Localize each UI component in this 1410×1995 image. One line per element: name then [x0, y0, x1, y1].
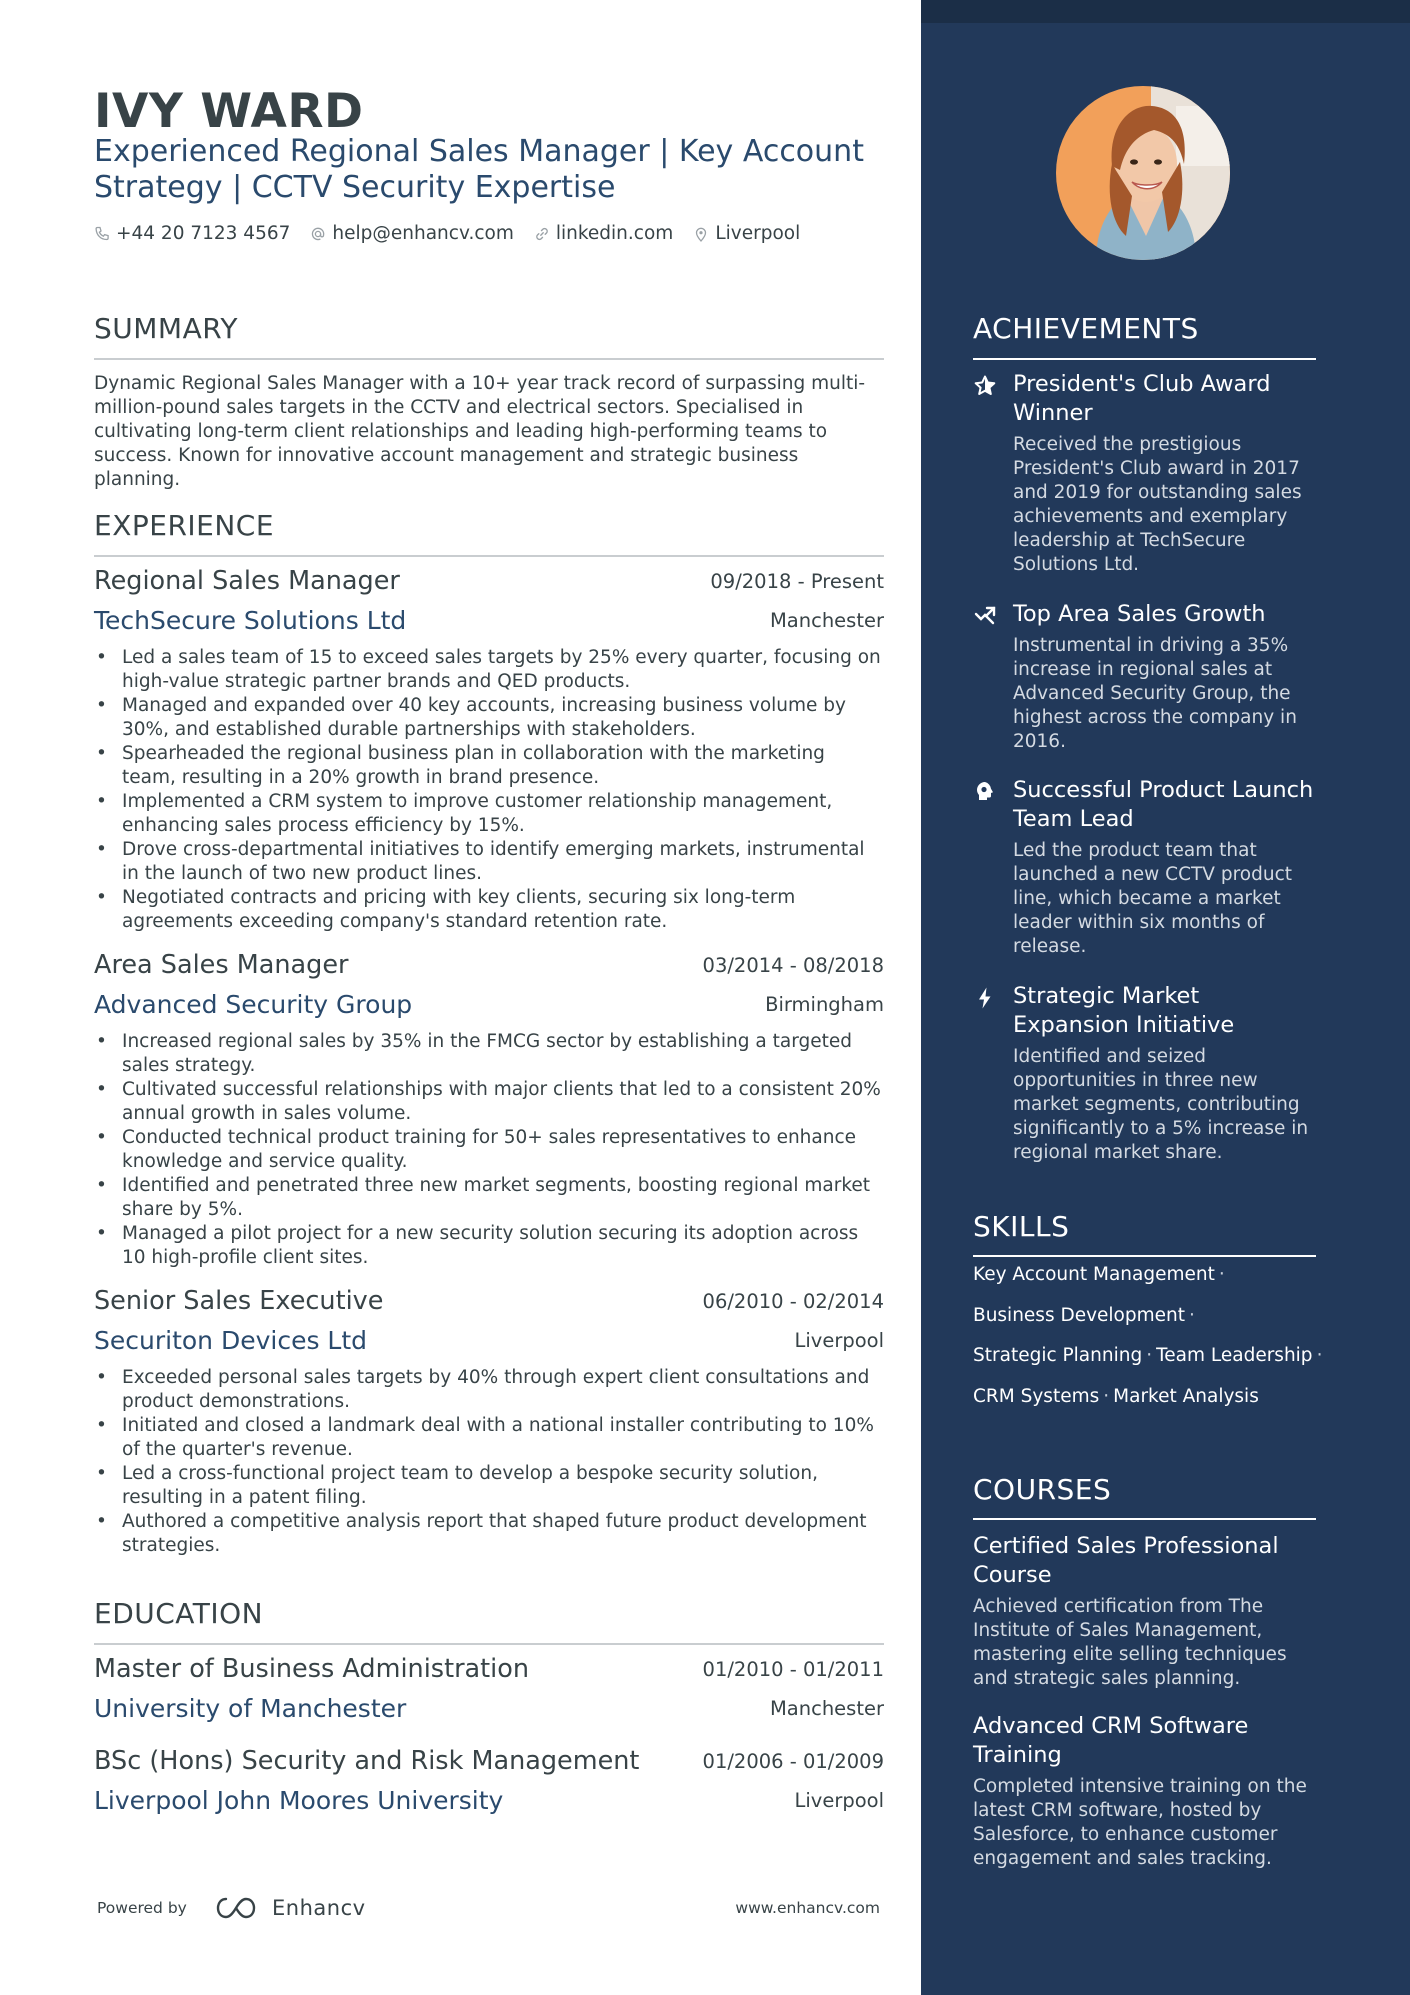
education-subheader [94, 1786, 884, 1826]
bullet-item: • Implemented a CRM system to improve customer relationship management, enhancing sales process efficiency by 15%. [94, 790, 884, 838]
profile-photo [1056, 86, 1230, 260]
skill-tag: Business Development [973, 1304, 1186, 1326]
skill-tag: CRM Systems [973, 1385, 1100, 1407]
course-title: Certified Sales Professional Course [973, 1533, 1279, 1588]
location-pin-icon [693, 226, 709, 242]
growth-arrow-icon [973, 604, 997, 628]
bullet-item: • Spearheaded the regional business plan in collaboration with the marketing team, resulting in a 20% growth in brand presence. [94, 742, 884, 790]
achievement-title: Strategic Market Expansion Initiative [1013, 983, 1235, 1038]
education-entry [94, 1746, 884, 1826]
contact-phone-text: +44 20 7123 4567 [116, 223, 291, 244]
education-location: Liverpool [794, 1789, 884, 1812]
sidebar [921, 0, 1410, 1995]
achievements-divider [973, 358, 1316, 360]
job-subheader [94, 990, 884, 1030]
link-icon [534, 226, 550, 242]
job-company: Advanced Security Group [94, 990, 413, 1019]
contact-location [693, 223, 800, 244]
job-header [94, 1286, 884, 1326]
education-header [94, 1654, 884, 1694]
skill-separator: · [1146, 1345, 1153, 1366]
education-date: 01/2006 - 01/2009 [702, 1750, 884, 1773]
candidate-headline: Experienced Regional Sales Manager | Key Account Strategy | CCTV Security Expertise [94, 134, 864, 205]
job-title: Senior Sales Executive [94, 1286, 384, 1316]
skill-line [973, 1345, 1333, 1386]
lightning-bolt-icon [973, 986, 997, 1010]
education-subheader [94, 1694, 884, 1734]
bullet-item: • Conducted technical product training for 50+ sales representatives to enhance knowledge and service quality. [94, 1126, 884, 1174]
education-divider [94, 1643, 884, 1645]
job-company: TechSecure Solutions Ltd [94, 606, 407, 635]
job-company: Securiton Devices Ltd [94, 1326, 368, 1355]
bullet-item: • Managed and expanded over 40 key accounts, increasing business volume by 30%, and established durable partnerships with stakeholders. [94, 694, 884, 742]
summary-divider [94, 358, 884, 360]
skill-line [973, 1264, 1333, 1305]
skill-tag: Strategic Planning [973, 1345, 1143, 1366]
achievement-desc: Instrumental in driving a 35% increase in regional sales at Advanced Security Group, the highest across the company in 2016. [1013, 635, 1297, 752]
job-bullets [94, 646, 884, 934]
contact-email[interactable] [310, 223, 513, 244]
skill-tag: Key Account Management [973, 1264, 1215, 1285]
job-bullets [94, 1030, 884, 1270]
education-date: 01/2010 - 01/2011 [702, 1658, 884, 1681]
education-degree: BSc (Hons) Security and Risk Management [94, 1746, 640, 1776]
course-item [973, 1712, 1316, 1871]
achievement-item [973, 370, 1316, 577]
education-location: Manchester [769, 1697, 884, 1720]
skill-separator: · [1316, 1345, 1323, 1366]
education-school: University of Manchester [94, 1694, 407, 1723]
skill-line [973, 1386, 1333, 1427]
avatar [1056, 86, 1230, 260]
education-school: Liverpool John Moores University [94, 1786, 504, 1815]
bullet-item: • Exceeded personal sales targets by 40% through expert client consultations and product demonstrations. [94, 1366, 884, 1414]
at-icon [310, 226, 326, 242]
contact-location-text: Liverpool [715, 223, 801, 244]
course-title: Advanced CRM Software Training [973, 1713, 1249, 1768]
course-desc: Achieved certification from The Institute of Sales Management, mastering elite selling techniques and strategic sales planning. [973, 1596, 1287, 1689]
bullet-item: • Drove cross-departmental initiatives to identify emerging markets, instrumental in the launch of two new product lines. [94, 838, 884, 886]
footer [94, 1895, 884, 1925]
achievement-desc: Received the prestigious President's Club award in 2017 and 2019 for outstanding sales achievements and exemplary leadership at TechSecure Solutions Ltd. [1013, 434, 1302, 575]
skill-line [973, 1305, 1333, 1346]
job-subheader [94, 606, 884, 646]
bullet-item: • Led a sales team of 15 to exceed sales targets by 25% every quarter, focusing on high-value strategic partner brands and QED products. [94, 646, 884, 694]
sidebar-top-band [921, 0, 1410, 23]
education-header [94, 1746, 884, 1786]
bullet-item: • Authored a competitive analysis report that shaped future product development strategies. [94, 1510, 884, 1558]
skill-separator: · [1218, 1264, 1225, 1285]
contact-linkedin-text: linkedin.com [555, 223, 674, 244]
summary-text: Dynamic Regional Sales Manager with a 10+ year track record of surpassing multi-million-pound sales targets in the CCTV and electrical sectors. Specialised in cultivating long-term client relationships and leading high-performing teams to success. Known for innovative account management and strategic business planning. [94, 373, 866, 490]
brand-name: Enhancv [272, 1896, 366, 1920]
job-title: Area Sales Manager [94, 950, 349, 980]
job-location: Manchester [769, 609, 884, 632]
job-header [94, 950, 884, 990]
lightbulb-head-icon [973, 780, 997, 804]
skills-title: SKILLS [973, 1210, 1070, 1243]
contact-bar [94, 223, 800, 244]
achievement-title: Top Area Sales Growth [1013, 601, 1266, 627]
powered-by-label: Powered by [97, 1899, 187, 1917]
job-date: 06/2010 - 02/2014 [702, 1290, 884, 1313]
achievement-title: President's Club Award Winner [1013, 371, 1271, 426]
job-header [94, 566, 884, 606]
job-subheader [94, 1326, 884, 1366]
phone-icon [94, 226, 110, 242]
contact-email-text: help@enhancv.com [332, 223, 514, 244]
bullet-item: • Led a cross-functional project team to develop a bespoke security solution, resulting in a patent filing. [94, 1462, 884, 1510]
education-degree: Master of Business Administration [94, 1654, 530, 1684]
achievement-item [973, 776, 1316, 959]
achievements-title: ACHIEVEMENTS [973, 312, 1199, 345]
achievement-item [973, 600, 1316, 754]
job-entry [94, 1286, 884, 1558]
summary-title: SUMMARY [94, 312, 239, 345]
bullet-item: • Initiated and closed a landmark deal with a national installer contributing to 10% of the quarter's revenue. [94, 1414, 884, 1462]
bullet-item: • Cultivated successful relationships with major clients that led to a consistent 20% annual growth in sales volume. [94, 1078, 884, 1126]
education-title: EDUCATION [94, 1597, 264, 1630]
contact-linkedin[interactable] [534, 223, 673, 244]
skill-tag: Market Analysis [1113, 1385, 1259, 1407]
job-entry [94, 566, 884, 934]
brand-logo[interactable] [216, 1895, 366, 1921]
website-link[interactable]: www.enhancv.com [735, 1899, 880, 1917]
skill-separator: · [1103, 1385, 1110, 1407]
job-date: 09/2018 - Present [710, 570, 884, 593]
experience-divider [94, 555, 884, 557]
skills-list [973, 1264, 1333, 1426]
achievement-desc: Led the product team that launched a new CCTV product line, which became a market leader within six months of release. [1013, 840, 1292, 957]
courses-title: COURSES [973, 1473, 1112, 1506]
job-location: Liverpool [794, 1329, 884, 1352]
bullet-item: • Managed a pilot project for a new security solution securing its adoption across 10 high-profile client sites. [94, 1222, 884, 1270]
job-entry [94, 950, 884, 1270]
education-entry [94, 1654, 884, 1734]
achievement-desc: Identified and seized opportunities in three new market segments, contributing significantly to a 5% increase in regional market share. [1013, 1046, 1309, 1163]
bullet-item: • Increased regional sales by 35% in the FMCG sector by establishing a targeted sales strategy. [94, 1030, 884, 1078]
experience-title: EXPERIENCE [94, 509, 275, 542]
job-bullets [94, 1366, 884, 1558]
job-date: 03/2014 - 08/2018 [702, 954, 884, 977]
course-item [973, 1532, 1316, 1691]
achievement-item [973, 982, 1316, 1165]
course-desc: Completed intensive training on the latest CRM software, hosted by Salesforce, to enhance customer engagement and sales tracking. [973, 1776, 1307, 1869]
skills-divider [973, 1255, 1316, 1257]
skill-tag: Team Leadership [1156, 1345, 1313, 1366]
job-location: Birmingham [765, 993, 884, 1016]
bullet-item: • Identified and penetrated three new market segments, boosting regional market share by 5%. [94, 1174, 884, 1222]
candidate-name: IVY WARD [94, 84, 364, 139]
bullet-item: • Negotiated contracts and pricing with key clients, securing six long-term agreements exceeding company's standard retention rate. [94, 886, 884, 934]
skill-separator: · [1189, 1304, 1195, 1326]
star-icon [973, 374, 997, 398]
courses-divider [973, 1518, 1316, 1520]
enhancv-logo-icon [216, 1895, 264, 1921]
achievement-title: Successful Product Launch Team Lead [1013, 777, 1314, 832]
contact-phone[interactable] [94, 223, 290, 244]
job-title: Regional Sales Manager [94, 566, 400, 596]
